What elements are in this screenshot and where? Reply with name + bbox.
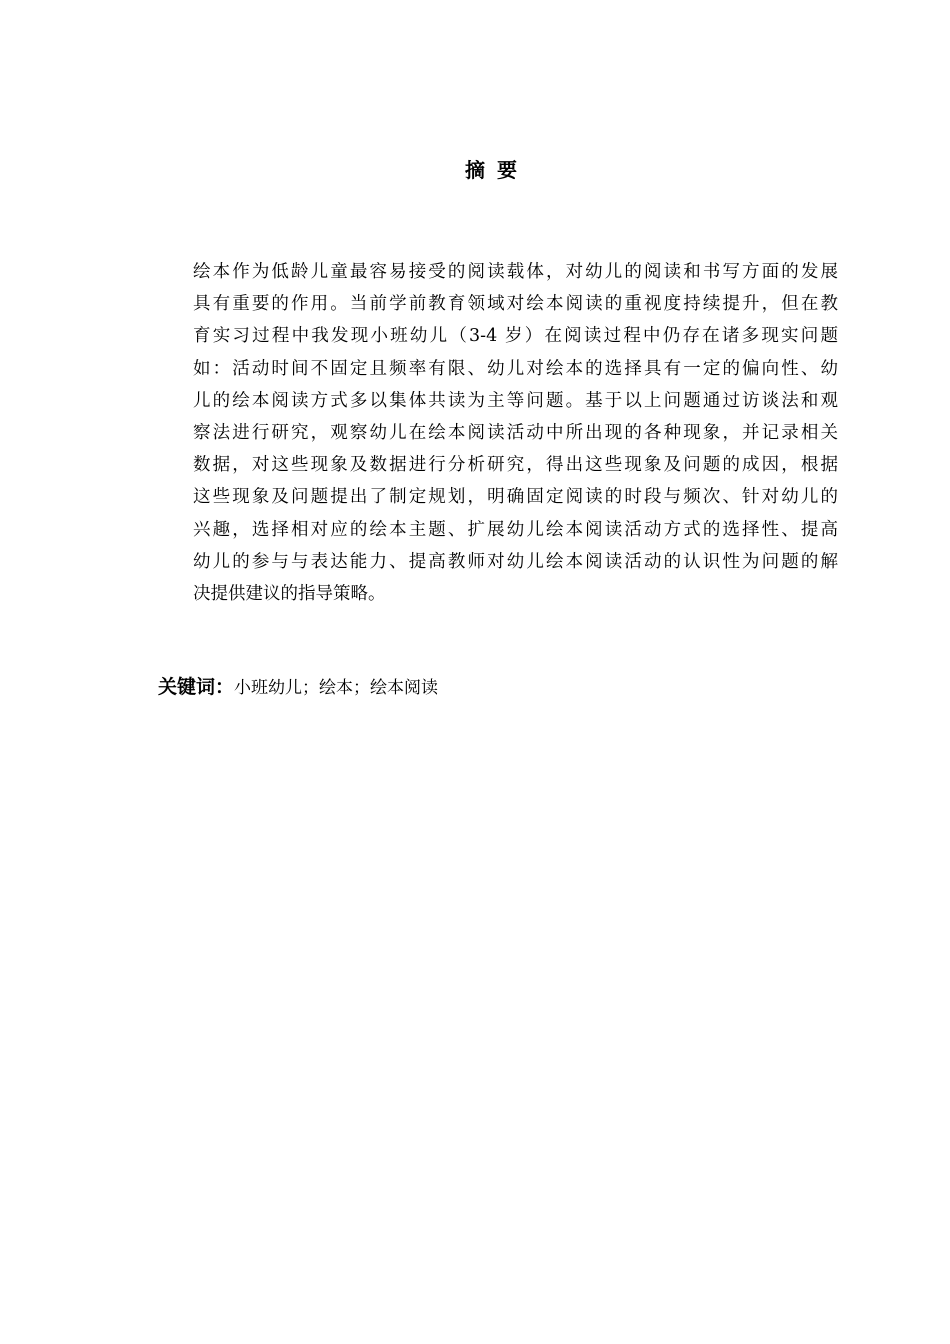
- abstract-line: 决提供建议的指导策略。: [193, 583, 386, 604]
- abstract-line: 具有重要的作用。当前学前教育领域对绘本阅读的重视度持续提升，但在教: [193, 294, 838, 315]
- abstract-title-part2: 要: [497, 158, 517, 182]
- abstract-line: 这些现象及问题提出了制定规划，明确固定阅读的时段与频次、针对幼儿的: [193, 487, 838, 508]
- abstract-title: [0, 156, 950, 184]
- abstract-line: 育实习过程中我发现小班幼儿（3-4 岁）在阅读过程中仍存在诸多现实问题: [193, 326, 838, 347]
- abstract-title-part1: 摘: [465, 158, 485, 182]
- abstract-line: 幼儿的参与与表达能力、提高教师对幼儿绘本阅读活动的认识性为问题的解: [193, 551, 838, 572]
- keywords-label: 关键词：: [158, 676, 235, 698]
- abstract-line: 数据，对这些现象及数据进行分析研究，得出这些现象及问题的成因，根据: [193, 455, 838, 476]
- abstract-line: 察法进行研究，观察幼儿在绘本阅读活动中所出现的各种现象，并记录相关: [193, 422, 838, 443]
- abstract-line: 如：活动时间不固定且频率有限、幼儿对绘本的选择具有一定的偏向性、幼: [193, 358, 838, 379]
- abstract-body: [193, 256, 838, 610]
- keywords: [158, 672, 438, 703]
- abstract-line: 绘本作为低龄儿童最容易接受的阅读载体，对幼儿的阅读和书写方面的发展: [193, 262, 838, 282]
- abstract-line: 兴趣，选择相对应的绘本主题、扩展幼儿绘本阅读活动方式的选择性、提高: [193, 519, 838, 540]
- keywords-value: 小班幼儿；绘本；绘本阅读: [234, 678, 439, 698]
- abstract-line: 儿的绘本阅读方式多以集体共读为主等问题。基于以上问题通过访谈法和观: [193, 390, 838, 411]
